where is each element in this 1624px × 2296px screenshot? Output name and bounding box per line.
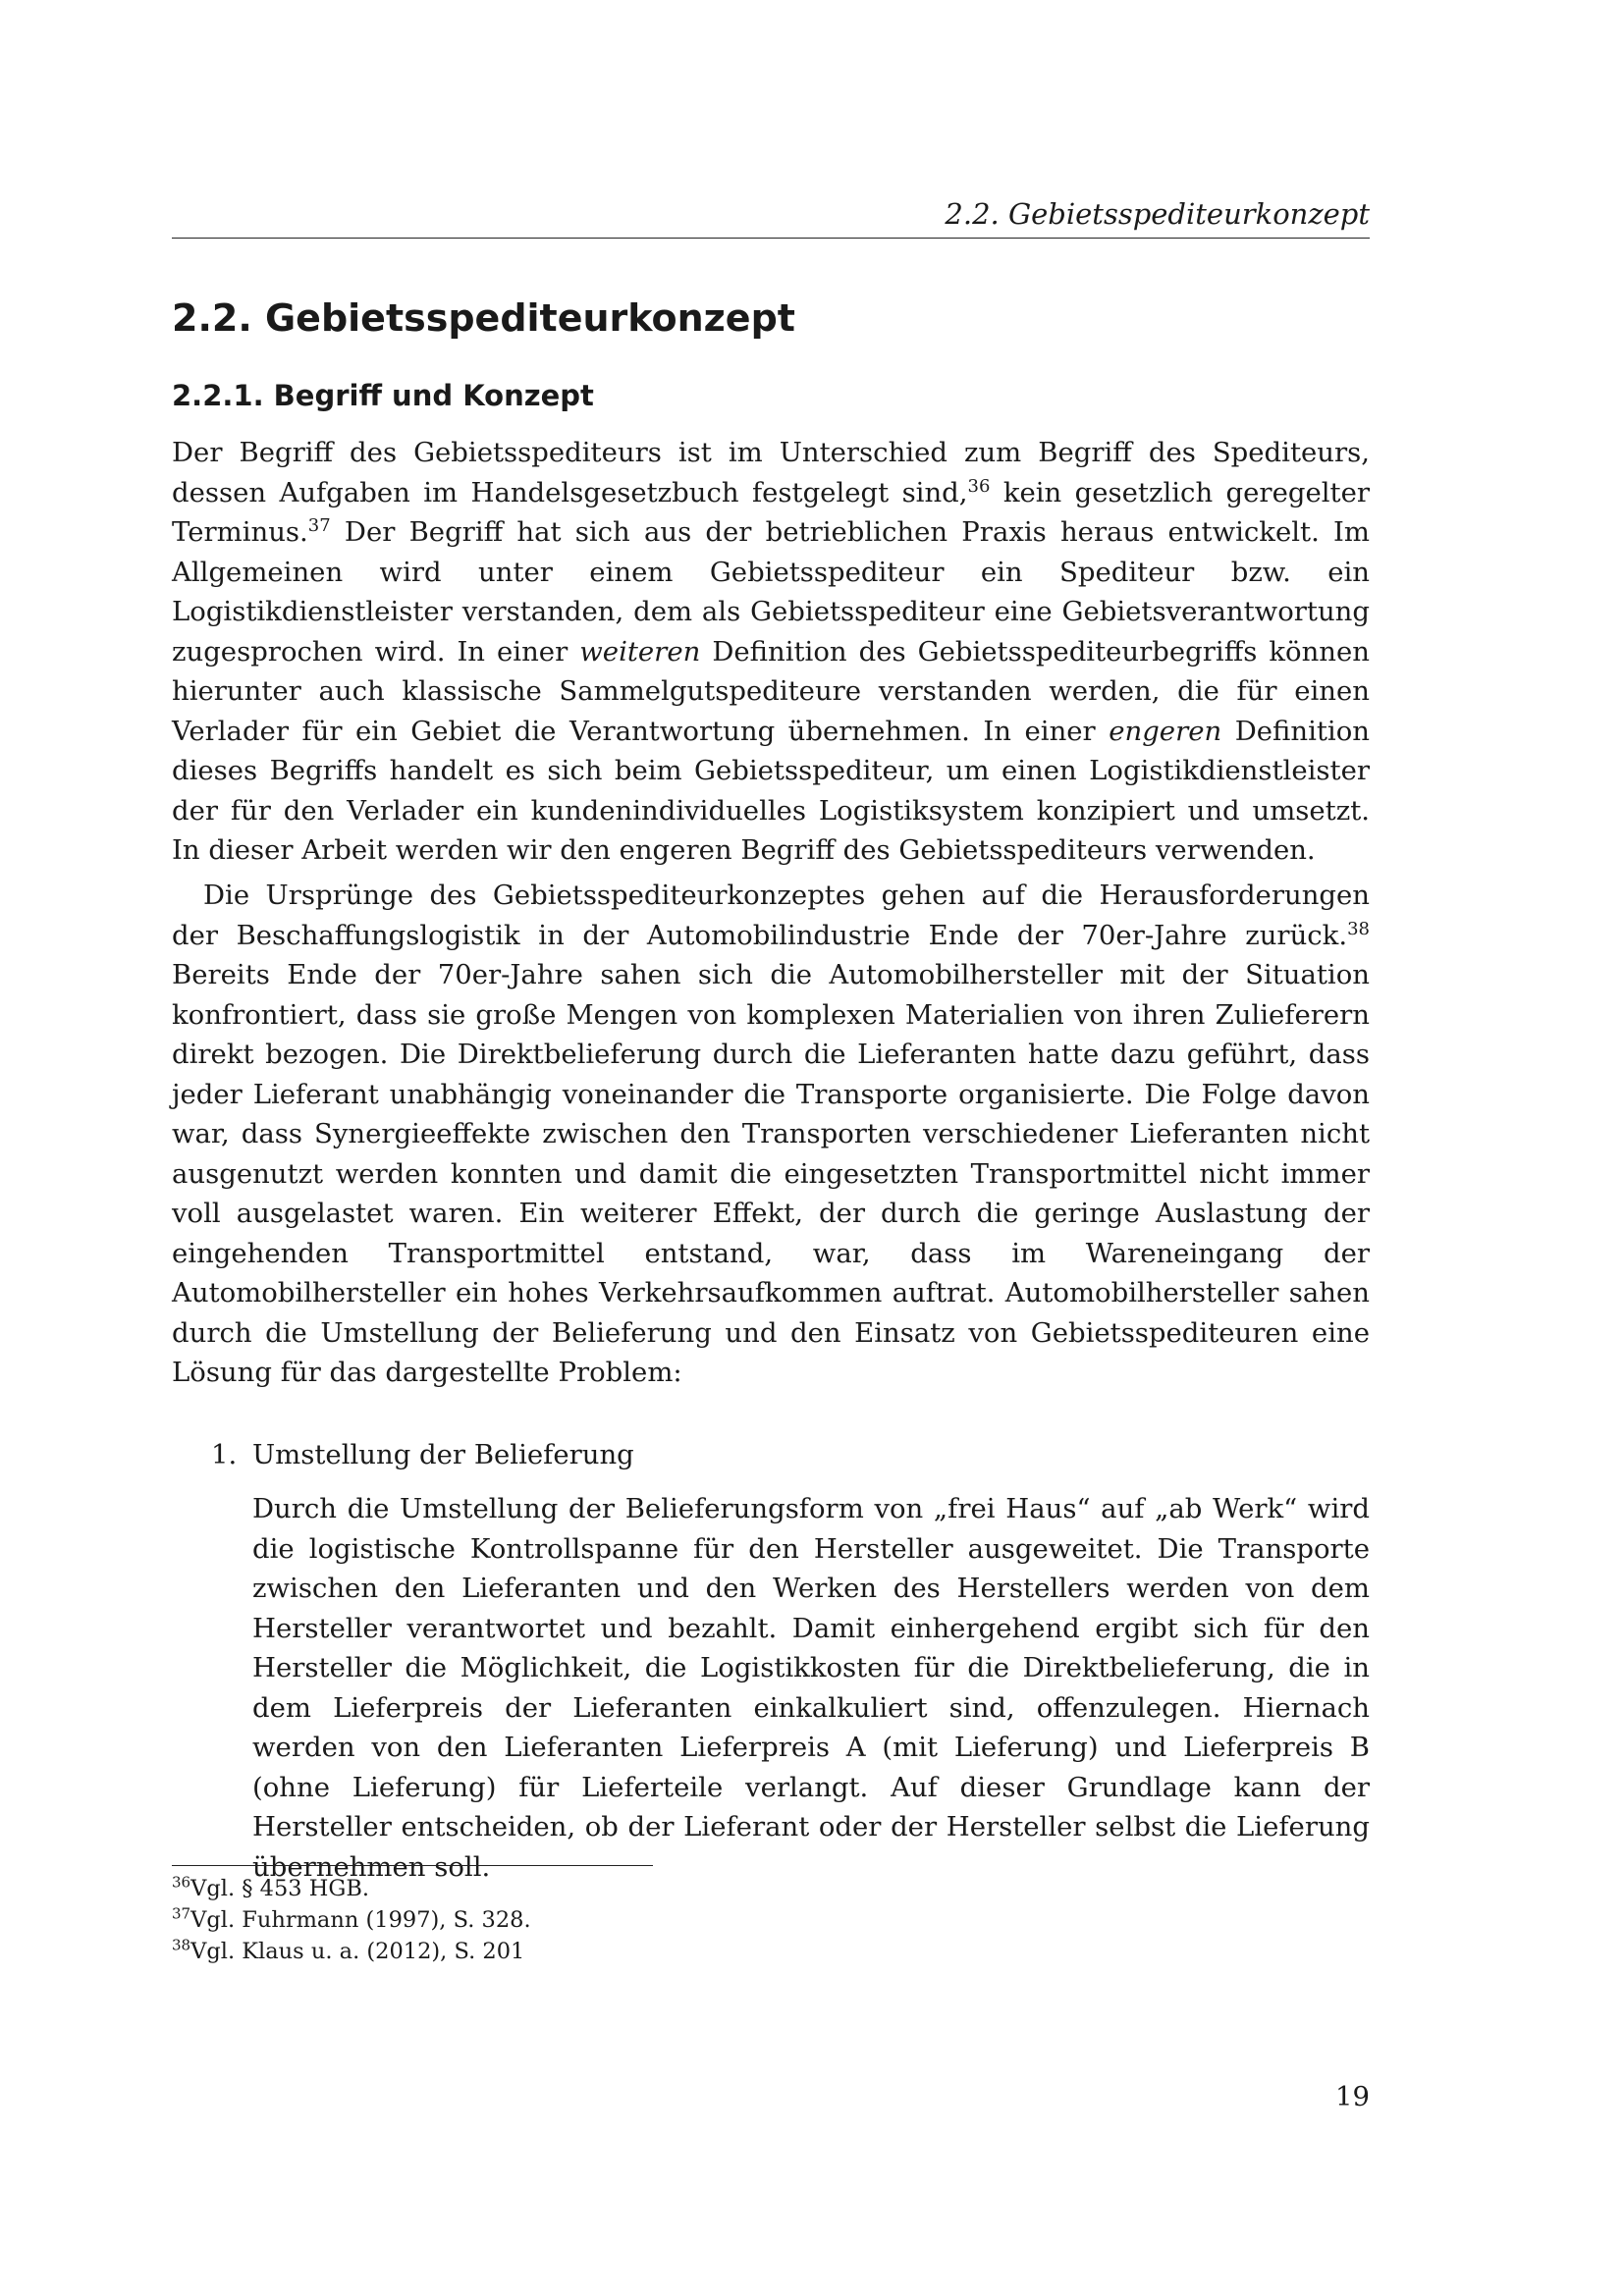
footnote-mark: 37 (172, 1904, 191, 1923)
paragraph-2-text-1: Die Ursprünge des Gebietsspediteurkonzeptes gehen auf die Herausforderungen der Beschaffungslogistik in der Automobilindustrie Ende der 70er-Jahre zurück. (172, 880, 1370, 951)
emphasis-weiteren: weiteren (579, 635, 701, 667)
list-item-label: Umstellung der Belieferung (252, 1439, 634, 1470)
paragraph-1-text-4: Definition des Gebietsspediteurbegriffs können hierunter auch klassische Sammelgutspediteure verstanden werden, die für einen Verlader für ein Gebiet die Verantwortung übernehmen. In einer (172, 635, 1370, 747)
footnote-38 (172, 1936, 1370, 1967)
footnote-text: Vgl. § 453 HGB. (190, 1876, 370, 1901)
footnote-mark: 36 (172, 1873, 191, 1892)
paragraph-2-text-2: Bereits Ende der 70er-Jahre sahen sich die Automobilhersteller mit der Situation konfrontiert, dass sie große Mengen von komplexen Materialien von ihren Zulieferern direkt bezogen. Die Direktbelieferung durch die Lieferanten hatte dazu geführt, dass jeder Lieferant unabhängig voneinander die Transporte organisierte. Die Folge davon war, dass Synergieeffekte zwischen den Transporten verschiedener Lieferanten nicht ausgenutzt werden konnten und damit die eingesetzten Transportmittel nicht immer voll ausgelastet waren. Ein weiterer Effekt, der durch die geringe Auslastung der eingehenden Transportmittel entstand, war, dass im Wareneingang der Automobilhersteller ein hohes Verkehrsaufkommen auftrat. Automobilhersteller sahen durch die Umstellung der Belieferung und den Einsatz von Gebietsspediteuren eine Lösung für das dargestellte Problem: (172, 959, 1370, 1388)
paragraph-1-text-1: Der Begriff des Gebietsspediteurs ist im Unterschied zum Begriff des Spediteurs, dessen Aufgaben im Handelsgesetzbuch festgelegt sind, (172, 437, 1370, 508)
footnote-divider (172, 1865, 653, 1866)
footnote-37 (172, 1904, 1370, 1936)
footnote-ref-38[interactable]: 38 (1347, 918, 1370, 939)
running-header: 2.2. Gebietsspediteurkonzept (172, 194, 1370, 239)
section-title: 2.2. Gebietsspediteurkonzept (172, 296, 795, 340)
page-number: 19 (1335, 2081, 1370, 2112)
paragraph-1-text-3: Der Begriff hat sich aus der betrieblichen Praxis heraus entwickelt. Im Allgemeinen wird unter einem Gebietsspediteur ein Spediteur bzw. ein Logistikdienstleister verstanden, dem als Gebietsspediteur eine Gebietsverantwortung zugesprochen wird. In einer (172, 516, 1370, 667)
footnote-mark: 38 (172, 1936, 191, 1954)
footnote-ref-37[interactable]: 37 (307, 514, 331, 536)
subsection-title: 2.2.1. Begriff und Konzept (172, 379, 594, 412)
paragraph-1 (172, 433, 1370, 871)
footnote-text: Vgl. Klaus u. a. (2012), S. 201 (190, 1939, 525, 1964)
footnote-ref-36[interactable]: 36 (967, 475, 991, 497)
list-item-number: 1. (211, 1439, 238, 1470)
list-item-body: Durch die Umstellung der Belieferungsform von „frei Haus“ auf „ab Werk“ wird die logistische Kontrollspanne für den Hersteller ausgeweitet. Die Transporte zwischen den Lieferanten und den Werken des Herstellers werden von dem Hersteller verantwortet und bezahlt. Damit einhergehend ergibt sich für den Hersteller die Möglichkeit, die Logistikkosten für die Direktbelieferung, die in dem Lieferpreis der Lieferanten einkalkuliert sind, offenzulegen. Hiernach werden von den Lieferanten Lieferpreis A (mit Lieferung) und Lieferpreis B (ohne Lieferung) für Lieferteile verlangt. Auf dieser Grundlage kann der Hersteller entscheiden, ob der Lieferant oder der Hersteller selbst die Lieferung übernehmen soll. (252, 1493, 1370, 1883)
emphasis-engeren: engeren (1109, 715, 1222, 747)
paragraph-2 (172, 876, 1370, 1393)
footnote-text: Vgl. Fuhrmann (1997), S. 328. (190, 1907, 531, 1933)
paragraph-1-text-5: Definition dieses Begriffs handelt es sich beim Gebietsspediteur, um einen Logistikdienstleister der für den Verlader ein kundenindividuelles Logistiksystem konzipiert und umsetzt. In dieser Arbeit werden wir den engeren Begriff des Gebietsspediteurs verwenden. (172, 715, 1370, 866)
footnotes (172, 1873, 1370, 1967)
footnote-36 (172, 1873, 1370, 1904)
paragraph-1-text-2: kein gesetzlich geregelter Terminus. (172, 476, 1370, 548)
